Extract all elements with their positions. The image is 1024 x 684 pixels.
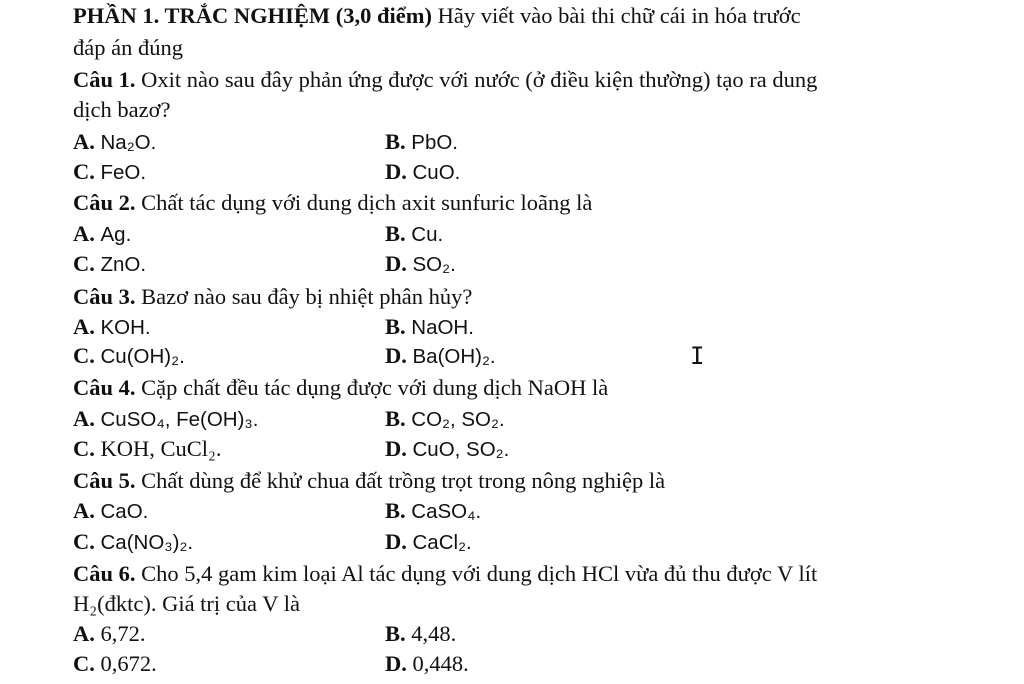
q2-option-a-text: Ag. xyxy=(100,223,132,246)
q1-option-d-text: CuO. xyxy=(412,161,461,184)
question-6-text-cont: H₂(đktc). Giá trị của V là xyxy=(73,591,300,616)
question-1-text: Oxit nào sau đây phản ứng được với nước (ở điều kiện thường) tạo ra dung xyxy=(135,67,818,92)
q6-option-b[interactable] xyxy=(385,620,456,648)
question-1-label: Câu 1. xyxy=(73,67,136,92)
question-2 xyxy=(73,189,592,217)
q5-option-c-letter: C. xyxy=(73,529,95,554)
q2-option-a[interactable] xyxy=(73,220,131,249)
q6-option-c-text: 0,672. xyxy=(100,651,157,676)
q2-option-c[interactable] xyxy=(73,250,146,279)
q3-option-d-letter: D. xyxy=(385,343,407,368)
q4-option-d-text: CuO, SO₂. xyxy=(412,438,510,461)
q1-option-a-letter: A. xyxy=(73,129,95,154)
q6-option-c-letter: C. xyxy=(73,651,95,676)
question-4-label: Câu 4. xyxy=(73,375,136,400)
q6-option-d-letter: D. xyxy=(385,651,407,676)
q3-option-a[interactable] xyxy=(73,313,151,342)
section-header xyxy=(73,2,801,30)
q2-option-b[interactable] xyxy=(385,220,443,249)
q6-option-d-text: 0,448. xyxy=(412,651,469,676)
q3-option-b-letter: B. xyxy=(385,314,406,339)
section-instruction-cont: đáp án đúng xyxy=(73,35,183,60)
q4-option-b-letter: B. xyxy=(385,406,406,431)
q1-option-a-text: Na₂O. xyxy=(100,131,157,154)
q3-option-c-letter: C. xyxy=(73,343,95,368)
text-cursor-icon: I xyxy=(690,342,705,370)
question-5 xyxy=(73,467,665,495)
q3-option-a-letter: A. xyxy=(73,314,95,339)
q5-option-c[interactable] xyxy=(73,528,193,557)
q4-option-a[interactable] xyxy=(73,405,258,434)
q5-option-a-text: CaO. xyxy=(100,500,149,523)
q3-option-b-text: NaOH. xyxy=(411,316,474,339)
q1-option-d[interactable] xyxy=(385,158,460,187)
q6-option-a-text: 6,72. xyxy=(100,621,146,646)
q4-option-d-letter: D. xyxy=(385,436,407,461)
q4-option-d[interactable] xyxy=(385,435,509,464)
q3-option-d-text: Ba(OH)₂. xyxy=(412,345,496,368)
q5-option-b[interactable] xyxy=(385,497,481,526)
q4-option-c-text: KOH, CuCl₂. xyxy=(100,436,222,461)
question-6-label: Câu 6. xyxy=(73,561,136,586)
q4-option-c-letter: C. xyxy=(73,436,95,461)
question-3-text: Bazơ nào sau đây bị nhiệt phân hủy? xyxy=(135,284,473,309)
q2-option-d-letter: D. xyxy=(385,251,407,276)
q1-option-c-text: FeO. xyxy=(100,161,147,184)
question-2-label: Câu 2. xyxy=(73,190,136,215)
question-6 xyxy=(73,560,817,588)
q2-option-c-text: ZnO. xyxy=(100,253,147,276)
question-4-text: Cặp chất đều tác dụng được với dung dịch NaOH là xyxy=(135,375,609,400)
section-instruction: Hãy viết vào bài thi chữ cái in hóa trước xyxy=(431,3,801,28)
section-title: PHẦN 1. TRẮC NGHIỆM (3,0 điểm) xyxy=(73,3,432,28)
q5-option-b-letter: B. xyxy=(385,498,406,523)
q6-option-c[interactable] xyxy=(73,650,157,678)
q4-option-a-text: CuSO₄, Fe(OH)₃. xyxy=(100,408,259,431)
q1-option-b[interactable] xyxy=(385,128,458,157)
q1-option-c-letter: C. xyxy=(73,159,95,184)
q2-option-c-letter: C. xyxy=(73,251,95,276)
question-6-text: Cho 5,4 gam kim loại Al tác dụng với dung dịch HCl vừa đủ thu được V lít xyxy=(135,561,818,586)
q1-option-d-letter: D. xyxy=(385,159,407,184)
q4-option-a-letter: A. xyxy=(73,406,95,431)
q5-option-a[interactable] xyxy=(73,497,148,526)
question-3-label: Câu 3. xyxy=(73,284,136,309)
question-2-text: Chất tác dụng với dung dịch axit sunfuric loãng là xyxy=(135,190,593,215)
q3-option-d[interactable] xyxy=(385,342,496,371)
q3-option-c[interactable] xyxy=(73,342,185,371)
q2-option-b-text: Cu. xyxy=(411,223,444,246)
q4-option-b[interactable] xyxy=(385,405,505,434)
q5-option-d-text: CaCl₂. xyxy=(412,531,472,554)
q2-option-d[interactable] xyxy=(385,250,456,279)
question-1-text-cont: dịch bazơ? xyxy=(73,97,171,122)
q6-option-b-text: 4,48. xyxy=(411,621,457,646)
question-1 xyxy=(73,66,817,94)
question-4 xyxy=(73,374,608,402)
q1-option-a[interactable] xyxy=(73,128,156,157)
q6-option-b-letter: B. xyxy=(385,621,406,646)
q5-option-d-letter: D. xyxy=(385,529,407,554)
q5-option-c-text: Ca(NO₃)₂. xyxy=(100,531,194,554)
q3-option-b[interactable] xyxy=(385,313,474,342)
q6-option-a[interactable] xyxy=(73,620,146,648)
q4-option-c[interactable] xyxy=(73,435,221,463)
q3-option-c-text: Cu(OH)₂. xyxy=(100,345,185,368)
q4-option-b-text: CO₂, SO₂. xyxy=(411,408,505,431)
q1-option-b-letter: B. xyxy=(385,129,406,154)
q6-option-d[interactable] xyxy=(385,650,469,678)
question-5-text: Chất dùng để khử chua đất trồng trọt trong nông nghiệp là xyxy=(135,468,666,493)
q2-option-a-letter: A. xyxy=(73,221,95,246)
q6-option-a-letter: A. xyxy=(73,621,95,646)
q2-option-d-text: SO₂. xyxy=(412,253,456,276)
question-3 xyxy=(73,283,472,311)
q1-option-b-text: PbO. xyxy=(411,131,458,154)
q3-option-a-text: KOH. xyxy=(100,316,151,339)
question-5-label: Câu 5. xyxy=(73,468,136,493)
q2-option-b-letter: B. xyxy=(385,221,406,246)
q5-option-d[interactable] xyxy=(385,528,472,557)
q5-option-b-text: CaSO₄. xyxy=(411,500,482,523)
q5-option-a-letter: A. xyxy=(73,498,95,523)
q1-option-c[interactable] xyxy=(73,158,146,187)
